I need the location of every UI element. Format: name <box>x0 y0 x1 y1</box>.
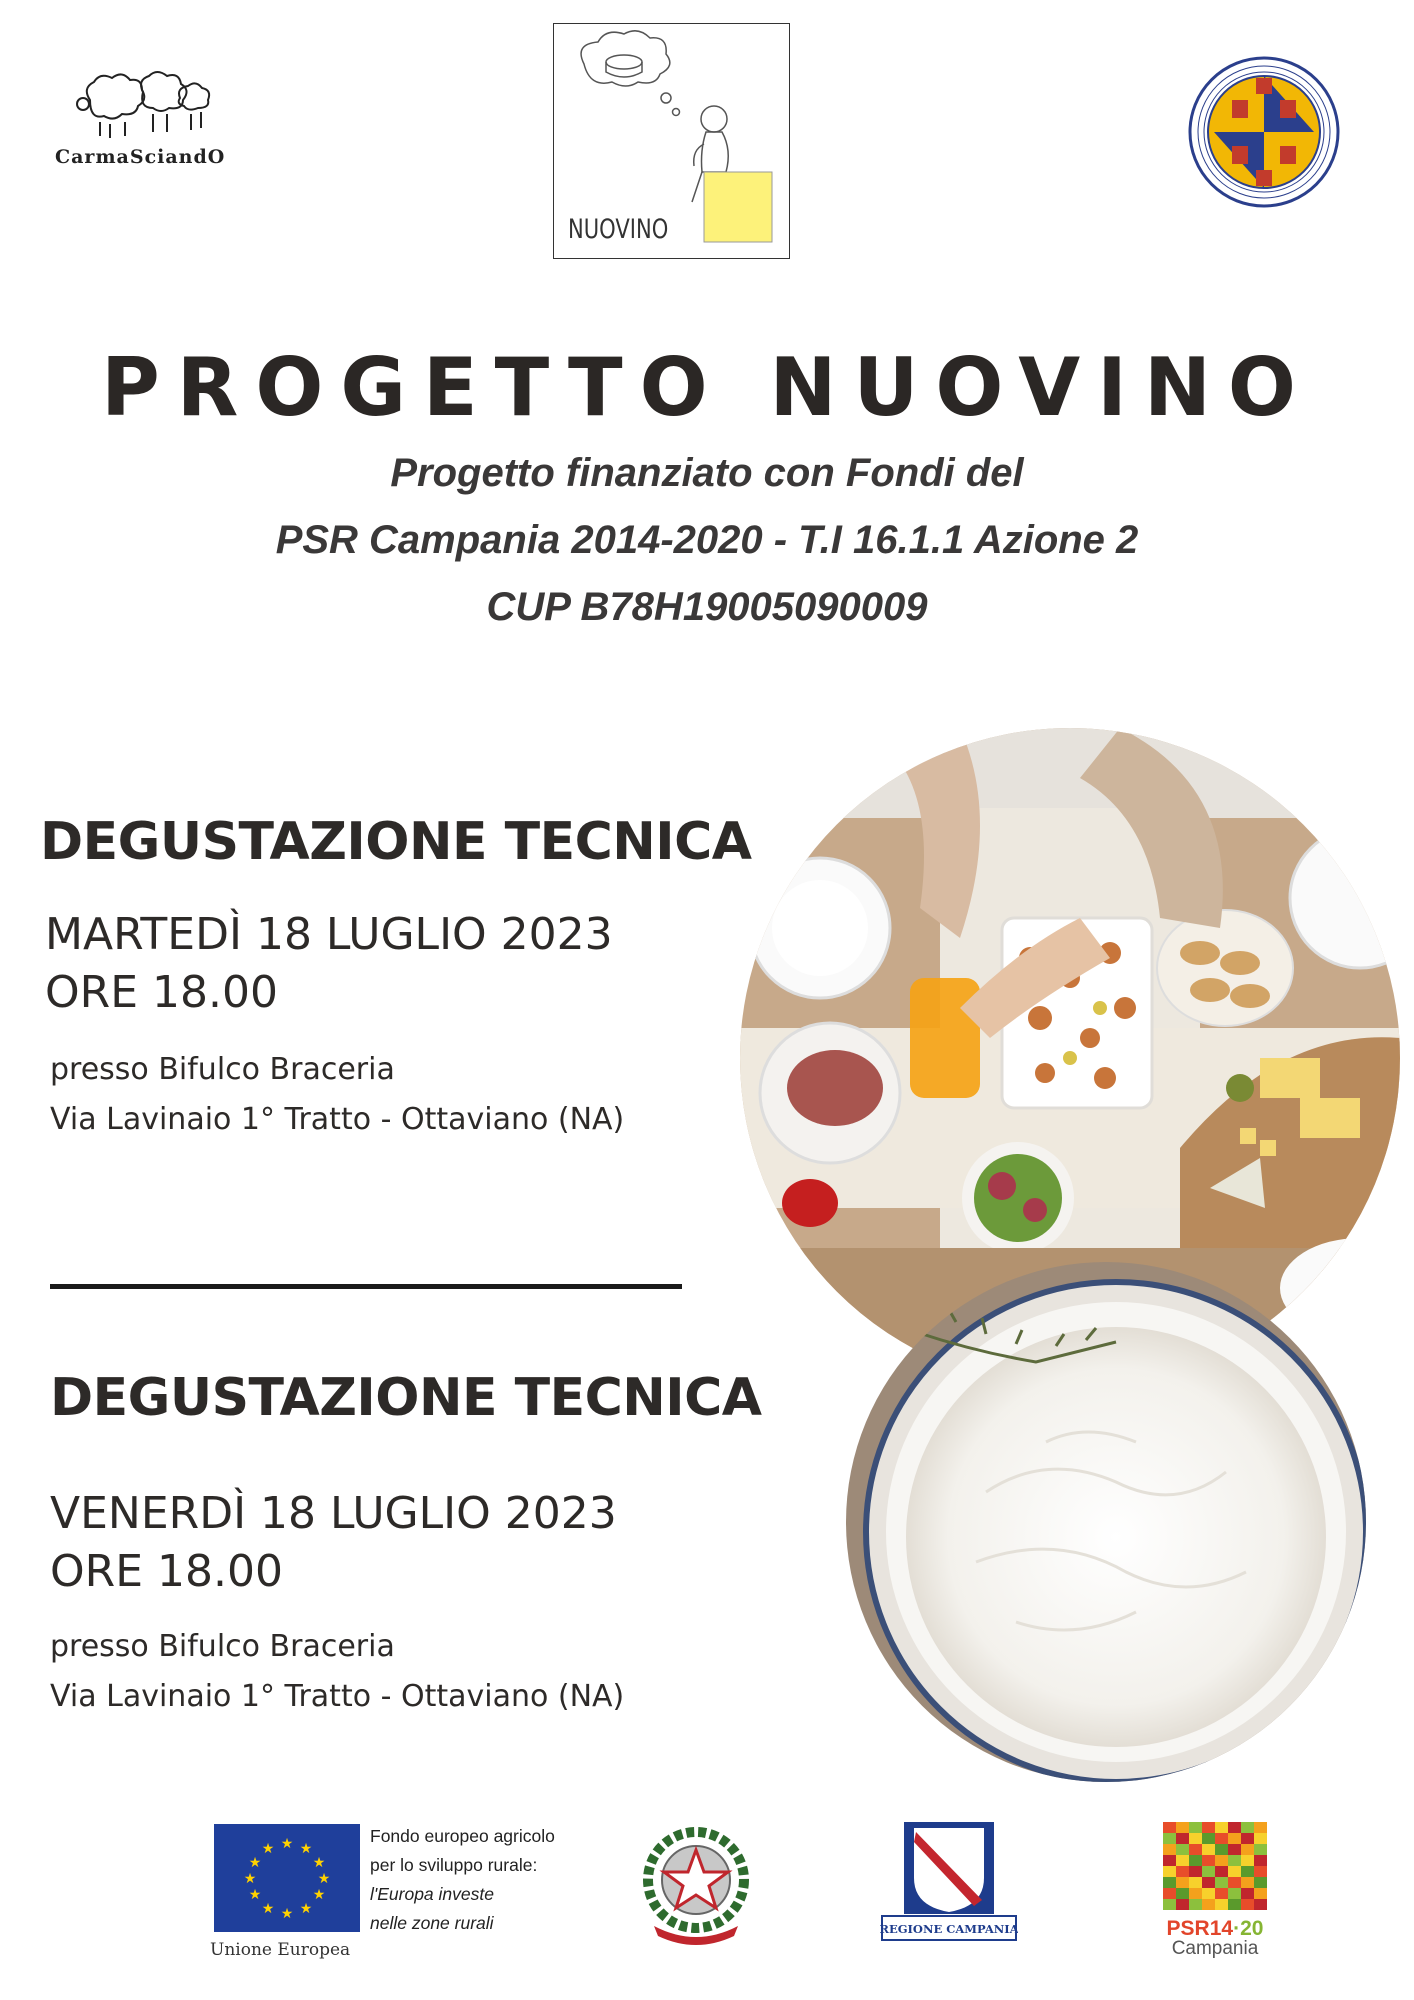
event-1-time: ORE 18.00 <box>45 967 278 1018</box>
carmasciando-caption: CarmaSciandO <box>55 146 226 168</box>
cup-code: CUP B78H19005090009 <box>486 585 928 629</box>
eu-fund-line-1: Fondo europeo agricolo <box>370 1826 555 1846</box>
event-1-venue: presso Bifulco Braceria <box>50 1052 395 1087</box>
psr-label-b: ·20 <box>1233 1917 1264 1940</box>
cheese-bowl-image <box>846 1262 1366 1782</box>
event-1-title: DEGUSTAZIONE TECNICA <box>40 812 752 872</box>
cheese-bowl-photo <box>846 1262 1366 1782</box>
university-seal-icon <box>1188 56 1340 208</box>
svg-text:★: ★ <box>280 1836 294 1852</box>
svg-text:★: ★ <box>261 1841 275 1857</box>
eu-fund-text <box>370 1822 555 1938</box>
regione-campania-logo <box>880 1820 1018 1946</box>
psr-campania-logo <box>1163 1822 1267 1959</box>
eu-fund-line-3: l'Europa investe <box>370 1884 494 1904</box>
nuovino-logo <box>553 23 790 259</box>
italian-emblem-icon <box>634 1822 758 1948</box>
event-2-title: DEGUSTAZIONE TECNICA <box>50 1368 762 1428</box>
svg-text:★: ★ <box>280 1906 294 1922</box>
eu-fund-line-2: per lo sviluppo rurale: <box>370 1855 538 1875</box>
psr-mosaic-icon <box>1163 1822 1267 1914</box>
event-2-venue: presso Bifulco Braceria <box>50 1629 395 1664</box>
carmasciando-logo <box>55 60 225 190</box>
psr-label-a: PSR14 <box>1166 1917 1234 1940</box>
svg-text:★: ★ <box>248 1855 262 1871</box>
svg-text:★: ★ <box>317 1871 331 1887</box>
nuovino-logo-label: NUOVINO <box>568 214 669 245</box>
funding-line-2: PSR Campania 2014-2020 - T.I 16.1.1 Azione 2 <box>275 518 1139 562</box>
svg-text:★: ★ <box>299 1841 313 1857</box>
sheep-flock-icon <box>55 60 225 140</box>
event-2-date: VENERDÌ 18 LUGLIO 2023 <box>50 1488 617 1539</box>
event-2-address: Via Lavinaio 1° Tratto - Ottaviano (NA) <box>50 1679 625 1714</box>
italian-republic-emblem <box>634 1822 758 1948</box>
svg-text:★: ★ <box>248 1887 262 1903</box>
svg-text:★: ★ <box>299 1901 313 1917</box>
eu-stars-icon <box>214 1824 360 1932</box>
page-title: PROGETTO NUOVINO <box>101 341 1313 434</box>
eu-flag-logo <box>214 1824 360 1932</box>
psr-campania-label: Campania <box>1171 1938 1259 1959</box>
eu-fund-line-4: nelle zone rurali <box>370 1913 494 1933</box>
section-divider <box>50 1284 682 1289</box>
svg-text:★: ★ <box>243 1871 257 1887</box>
event-1-date: MARTEDÌ 18 LUGLIO 2023 <box>45 909 613 960</box>
campania-shield-icon <box>880 1820 1018 1946</box>
svg-text:★: ★ <box>312 1855 326 1871</box>
event-2-time: ORE 18.00 <box>50 1546 283 1597</box>
svg-text:★: ★ <box>312 1887 326 1903</box>
funding-line-1: Progetto finanziato con Fondi del <box>390 451 1024 495</box>
eu-caption: Unione Europea <box>210 1940 351 1960</box>
campania-label: REGIONE CAMPANIA <box>880 1922 1018 1936</box>
psr-label <box>1163 1918 1267 1940</box>
university-seal-logo <box>1188 56 1340 208</box>
svg-text:★: ★ <box>261 1901 275 1917</box>
event-1-address: Via Lavinaio 1° Tratto - Ottaviano (NA) <box>50 1102 625 1137</box>
